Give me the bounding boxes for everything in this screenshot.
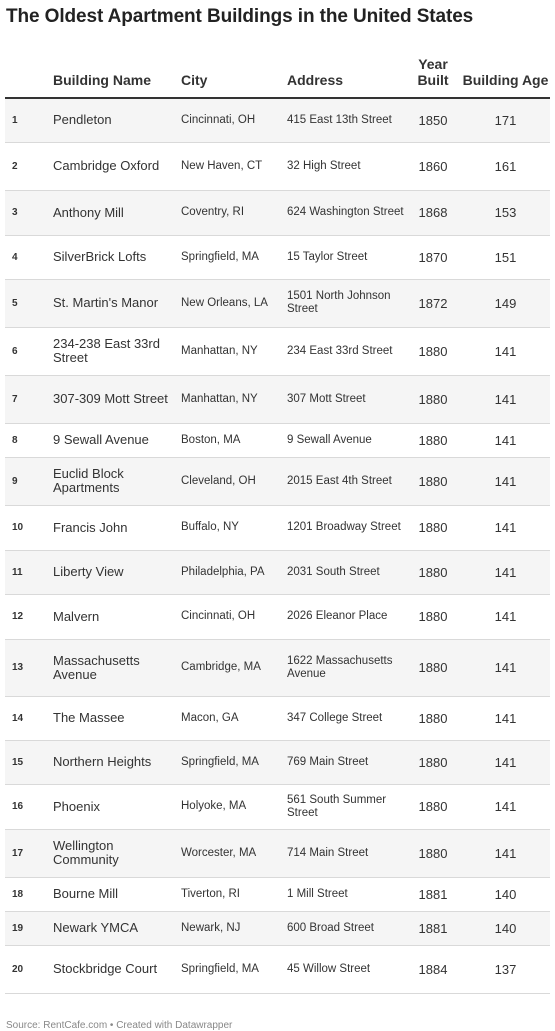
city-cell: Newark, NJ (181, 911, 287, 945)
building-age-cell: 141 (461, 829, 550, 877)
table-row (5, 945, 550, 993)
city-cell: Springfield, MA (181, 945, 287, 993)
address-cell: 1501 North Johnson Street (287, 279, 405, 327)
address-cell: 415 East 13th Street (287, 98, 405, 142)
year-built-cell: 1868 (405, 190, 461, 235)
city-cell: New Haven, CT (181, 142, 287, 190)
year-built-cell: 1870 (405, 235, 461, 279)
row-rank: 8 (5, 423, 53, 457)
city-cell: Cincinnati, OH (181, 594, 287, 639)
building-name-cell: Euclid Block Apartments (53, 457, 181, 505)
row-rank: 9 (5, 457, 53, 505)
building-name-cell: Wellington Community (53, 829, 181, 877)
address-cell: 2015 East 4th Street (287, 457, 405, 505)
building-name-cell: Pendleton (53, 98, 181, 142)
row-rank: 6 (5, 327, 53, 375)
table-row (5, 740, 550, 784)
address-cell: 9 Sewall Avenue (287, 423, 405, 457)
column-header-rank (5, 46, 53, 98)
table-row (5, 505, 550, 550)
building-age-cell: 141 (461, 505, 550, 550)
city-cell: Cleveland, OH (181, 457, 287, 505)
source-footer: Source: RentCafe.com • Created with Datawrapper (6, 1019, 233, 1031)
row-rank: 12 (5, 594, 53, 639)
city-cell: Springfield, MA (181, 235, 287, 279)
address-cell: 45 Willow Street (287, 945, 405, 993)
row-rank: 5 (5, 279, 53, 327)
building-name-cell: Malvern (53, 594, 181, 639)
row-rank: 18 (5, 877, 53, 911)
year-built-cell: 1860 (405, 142, 461, 190)
city-cell: Boston, MA (181, 423, 287, 457)
table-row (5, 375, 550, 423)
table-body (5, 98, 550, 993)
city-cell: New Orleans, LA (181, 279, 287, 327)
table-row (5, 327, 550, 375)
building-name-cell: Northern Heights (53, 740, 181, 784)
building-name-cell: St. Martin's Manor (53, 279, 181, 327)
city-cell: Macon, GA (181, 696, 287, 740)
building-age-cell: 141 (461, 375, 550, 423)
building-name-cell: Phoenix (53, 784, 181, 829)
building-age-cell: 140 (461, 911, 550, 945)
page-title: The Oldest Apartment Buildings in the United States (6, 6, 474, 27)
building-age-cell: 141 (461, 696, 550, 740)
city-cell: Springfield, MA (181, 740, 287, 784)
table-row (5, 550, 550, 594)
address-cell: 32 High Street (287, 142, 405, 190)
row-rank: 4 (5, 235, 53, 279)
table-header (5, 46, 550, 98)
row-rank: 10 (5, 505, 53, 550)
city-cell: Cambridge, MA (181, 639, 287, 696)
row-rank: 20 (5, 945, 53, 993)
row-rank: 3 (5, 190, 53, 235)
building-age-cell: 141 (461, 457, 550, 505)
city-cell: Cincinnati, OH (181, 98, 287, 142)
year-built-cell: 1880 (405, 829, 461, 877)
row-rank: 15 (5, 740, 53, 784)
address-cell: 1201 Broadway Street (287, 505, 405, 550)
address-cell: 1 Mill Street (287, 877, 405, 911)
building-age-cell: 161 (461, 142, 550, 190)
year-built-cell: 1880 (405, 784, 461, 829)
building-age-cell: 140 (461, 877, 550, 911)
row-rank: 7 (5, 375, 53, 423)
building-age-cell: 141 (461, 550, 550, 594)
building-name-cell: Anthony Mill (53, 190, 181, 235)
building-name-cell: Massachusetts Avenue (53, 639, 181, 696)
row-rank: 11 (5, 550, 53, 594)
year-built-cell: 1881 (405, 877, 461, 911)
table-row (5, 98, 550, 142)
row-rank: 17 (5, 829, 53, 877)
year-built-cell: 1880 (405, 423, 461, 457)
building-age-cell: 141 (461, 594, 550, 639)
year-built-cell: 1880 (405, 550, 461, 594)
building-age-cell: 141 (461, 639, 550, 696)
building-name-cell: Liberty View (53, 550, 181, 594)
address-cell: 714 Main Street (287, 829, 405, 877)
table-row (5, 829, 550, 877)
building-name-cell: Cambridge Oxford (53, 142, 181, 190)
table-row (5, 142, 550, 190)
address-cell: 600 Broad Street (287, 911, 405, 945)
year-built-cell: 1880 (405, 740, 461, 784)
building-name-cell: The Massee (53, 696, 181, 740)
building-name-cell: Francis John (53, 505, 181, 550)
year-built-cell: 1880 (405, 639, 461, 696)
table-row (5, 190, 550, 235)
row-rank: 19 (5, 911, 53, 945)
address-cell: 347 College Street (287, 696, 405, 740)
buildings-table (5, 46, 550, 994)
address-cell: 234 East 33rd Street (287, 327, 405, 375)
column-header-year-built[interactable]: Year Built (405, 46, 461, 98)
city-cell: Manhattan, NY (181, 375, 287, 423)
address-cell: 1622 Massachusetts Avenue (287, 639, 405, 696)
year-built-cell: 1881 (405, 911, 461, 945)
building-name-cell: Newark YMCA (53, 911, 181, 945)
city-cell: Worcester, MA (181, 829, 287, 877)
building-age-cell: 171 (461, 98, 550, 142)
city-cell: Philadelphia, PA (181, 550, 287, 594)
building-age-cell: 141 (461, 740, 550, 784)
row-rank: 16 (5, 784, 53, 829)
table-row (5, 279, 550, 327)
city-cell: Manhattan, NY (181, 327, 287, 375)
city-cell: Coventry, RI (181, 190, 287, 235)
year-built-cell: 1850 (405, 98, 461, 142)
city-cell: Holyoke, MA (181, 784, 287, 829)
year-built-cell: 1872 (405, 279, 461, 327)
row-rank: 1 (5, 98, 53, 142)
building-name-cell: 307-309 Mott Street (53, 375, 181, 423)
address-cell: 561 South Summer Street (287, 784, 405, 829)
address-cell: 2031 South Street (287, 550, 405, 594)
building-age-cell: 141 (461, 784, 550, 829)
column-header-building-name[interactable]: Building Name (53, 46, 181, 98)
table-row (5, 877, 550, 911)
table-row (5, 235, 550, 279)
building-name-cell: Stockbridge Court (53, 945, 181, 993)
year-built-cell: 1884 (405, 945, 461, 993)
table-row (5, 784, 550, 829)
building-name-cell: Bourne Mill (53, 877, 181, 911)
table-row (5, 911, 550, 945)
address-cell: 624 Washington Street (287, 190, 405, 235)
building-age-cell: 149 (461, 279, 550, 327)
building-name-cell: 234-238 East 33rd Street (53, 327, 181, 375)
column-header-address[interactable]: Address (287, 46, 405, 98)
building-name-cell: SilverBrick Lofts (53, 235, 181, 279)
row-rank: 2 (5, 142, 53, 190)
table-row (5, 696, 550, 740)
city-cell: Buffalo, NY (181, 505, 287, 550)
year-built-cell: 1880 (405, 505, 461, 550)
year-built-cell: 1880 (405, 327, 461, 375)
building-age-cell: 137 (461, 945, 550, 993)
year-built-cell: 1880 (405, 457, 461, 505)
address-cell: 769 Main Street (287, 740, 405, 784)
table-row (5, 423, 550, 457)
year-built-cell: 1880 (405, 375, 461, 423)
address-cell: 2026 Eleanor Place (287, 594, 405, 639)
column-header-building-age[interactable]: Building Age (461, 46, 550, 98)
year-built-cell: 1880 (405, 696, 461, 740)
address-cell: 307 Mott Street (287, 375, 405, 423)
building-age-cell: 141 (461, 327, 550, 375)
table-row (5, 594, 550, 639)
address-cell: 15 Taylor Street (287, 235, 405, 279)
table-row (5, 457, 550, 505)
building-age-cell: 153 (461, 190, 550, 235)
building-name-cell: 9 Sewall Avenue (53, 423, 181, 457)
table-row (5, 639, 550, 696)
building-age-cell: 151 (461, 235, 550, 279)
column-header-city[interactable]: City (181, 46, 287, 98)
row-rank: 14 (5, 696, 53, 740)
building-age-cell: 141 (461, 423, 550, 457)
city-cell: Tiverton, RI (181, 877, 287, 911)
year-built-cell: 1880 (405, 594, 461, 639)
row-rank: 13 (5, 639, 53, 696)
